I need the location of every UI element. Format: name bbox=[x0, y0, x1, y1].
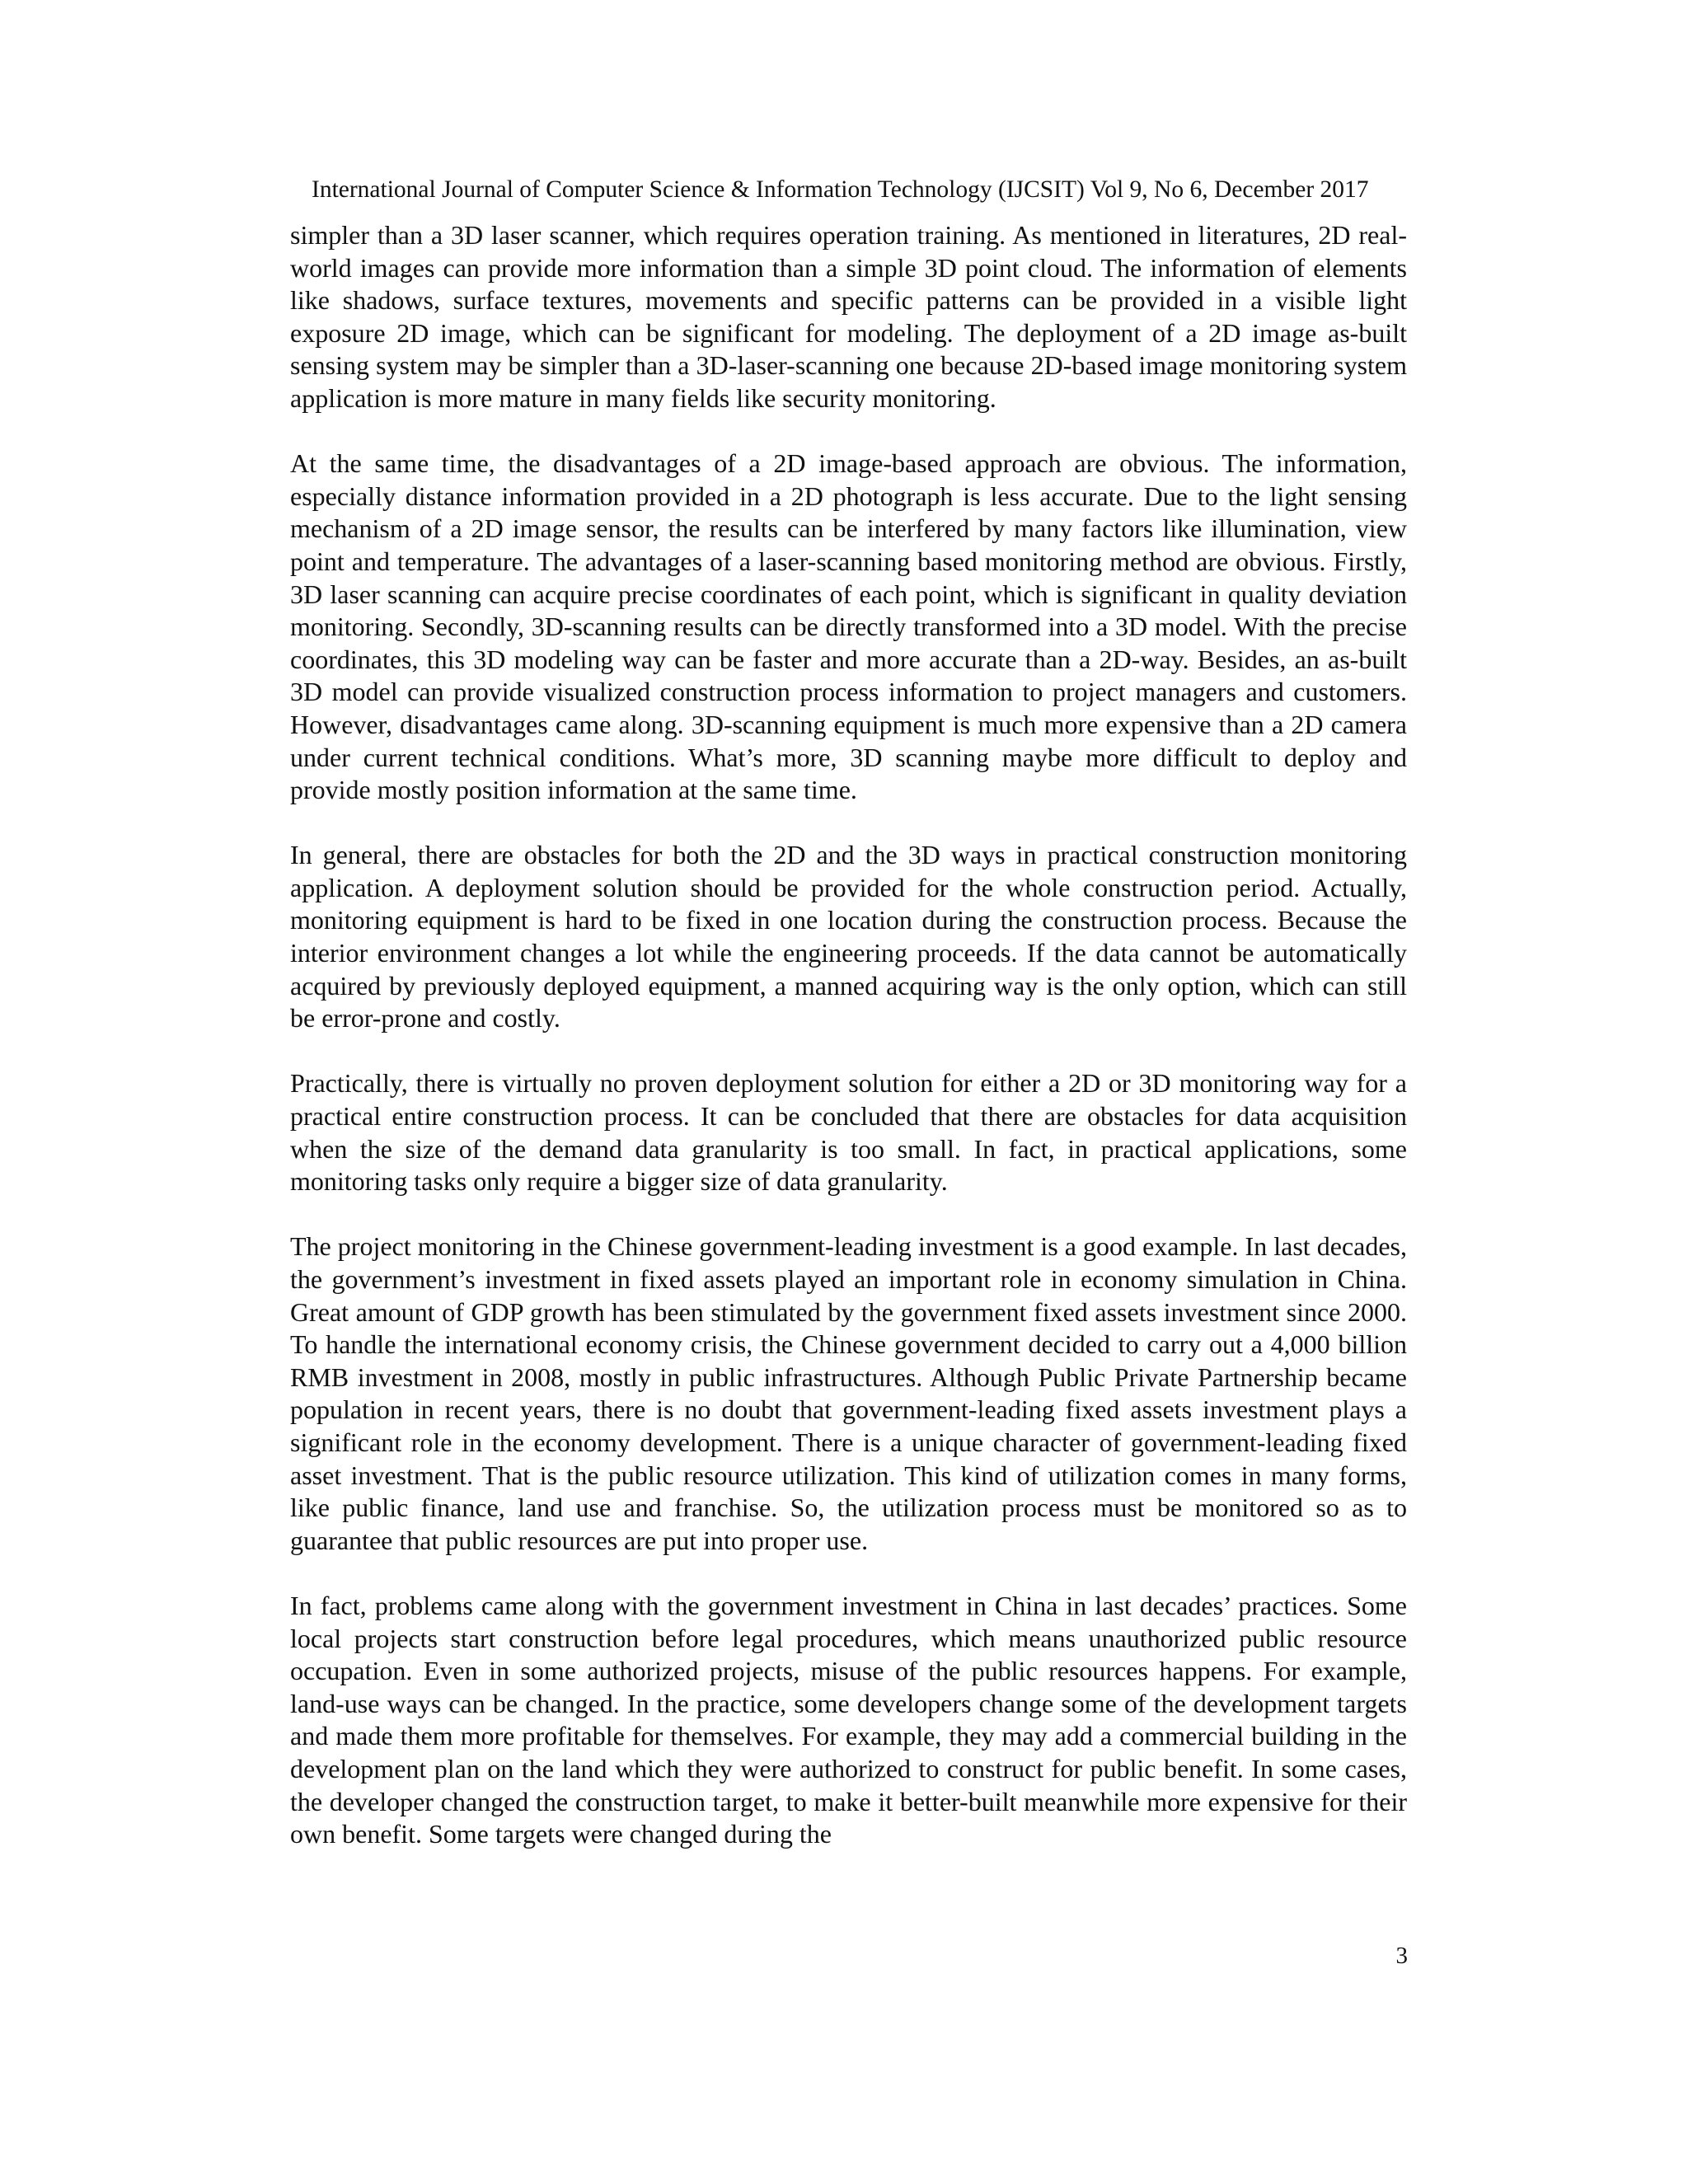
paragraph-deployment-obstacles: In general, there are obstacles for both the 2D and the 3D ways in practical construction monitoring application. A deployment solution should be provided for the whole construction period. Actually, monitoring equipment is hard to be fixed in one location during the construction process. Because the interior environment changes a lot while the engineering proceeds. If the data cannot be automatically acquired by previously deployed equipment, a manned acquiring way is the only option, which can still be error-prone and costly. bbox=[290, 840, 1407, 1033]
page-number: 3 bbox=[1395, 1943, 1408, 1969]
paragraph-data-granularity: Practically, there is virtually no proven deployment solution for either a 2D or 3D monitoring way for a practical entire construction process. It can be concluded that there are obstacles for data acquisition when the size of the demand data granularity is too small. In fact, in practical applications, some monitoring tasks only require a bigger size of data granularity. bbox=[290, 1068, 1407, 1197]
paragraph-2d-image-benefits: simpler than a 3D laser scanner, which requires operation training. As mentioned in literatures, 2D real-world images can provide more information than a simple 3D point cloud. The information of elements like shadows, surface textures, movements and specific patterns can be provided in a visible light exposure 2D image, which can be significant for modeling. The deployment of a 2D image as-built sensing system may be simpler than a 3D-laser-scanning one because 2D-based image monitoring system application is more mature in many fields like security monitoring. bbox=[290, 220, 1407, 413]
paragraph-2d-3d-comparison: At the same time, the disadvantages of a 2D image-based approach are obvious. The information, especially distance information provided in a 2D photograph is less accurate. Due to the light sensing mechanism of a 2D image sensor, the results can be interfered by many factors like illumination, view point and temperature. The advantages of a laser-scanning based monitoring method are obvious. Firstly, 3D laser scanning can acquire precise coordinates of each point, which is significant in quality deviation monitoring. Secondly, 3D-scanning results can be directly transformed into a 3D model. With the precise coordinates, this 3D modeling way can be faster and more accurate than a 2D-way. Besides, an as-built 3D model can provide visualized construction process information to project managers and customers. However, disadvantages came along. 3D-scanning equipment is much more expensive than a 2D camera under current technical conditions. What’s more, 3D scanning maybe more difficult to deploy and provide mostly position information at the same time. bbox=[290, 448, 1407, 805]
paragraph-investment-problems: In fact, problems came along with the government investment in China in last decades’ practices. Some local projects start construction before legal procedures, which means unauthorized public resource occupation. Even in some authorized projects, misuse of the public resources happens. For example, land-use ways can be changed. In the practice, some developers change some of the development targets and made them more profitable for themselves. For example, they may add a commercial building in the development plan on the land which they were authorized to construct for public benefit. In some cases, the developer changed the construction target, to make it better-built meanwhile more expensive for their own benefit. Some targets were changed during the bbox=[290, 1590, 1407, 1849]
body-text bbox=[290, 219, 1407, 1851]
paragraph-government-investment: The project monitoring in the Chinese government-leading investment is a good example. In last decades, the government’s investment in fixed assets played an important role in economy simulation in China. Great amount of GDP growth has been stimulated by the government fixed assets investment since 2000. To handle the international economy crisis, the Chinese government decided to carry out a 4,000 billion RMB investment in 2008, mostly in public infrastructures. Although Public Private Partnership became population in recent years, there is no doubt that government-leading fixed assets investment plays a significant role in the economy development. There is a unique character of government-leading fixed asset investment. That is the public resource utilization. This kind of utilization comes in many forms, like public finance, land use and franchise. So, the utilization process must be monitored so as to guarantee that public resources are put into proper use. bbox=[290, 1231, 1407, 1555]
journal-header: International Journal of Computer Science & Information Technology (IJCSIT) Vol 9, No 6, December 2017 bbox=[312, 176, 1369, 203]
